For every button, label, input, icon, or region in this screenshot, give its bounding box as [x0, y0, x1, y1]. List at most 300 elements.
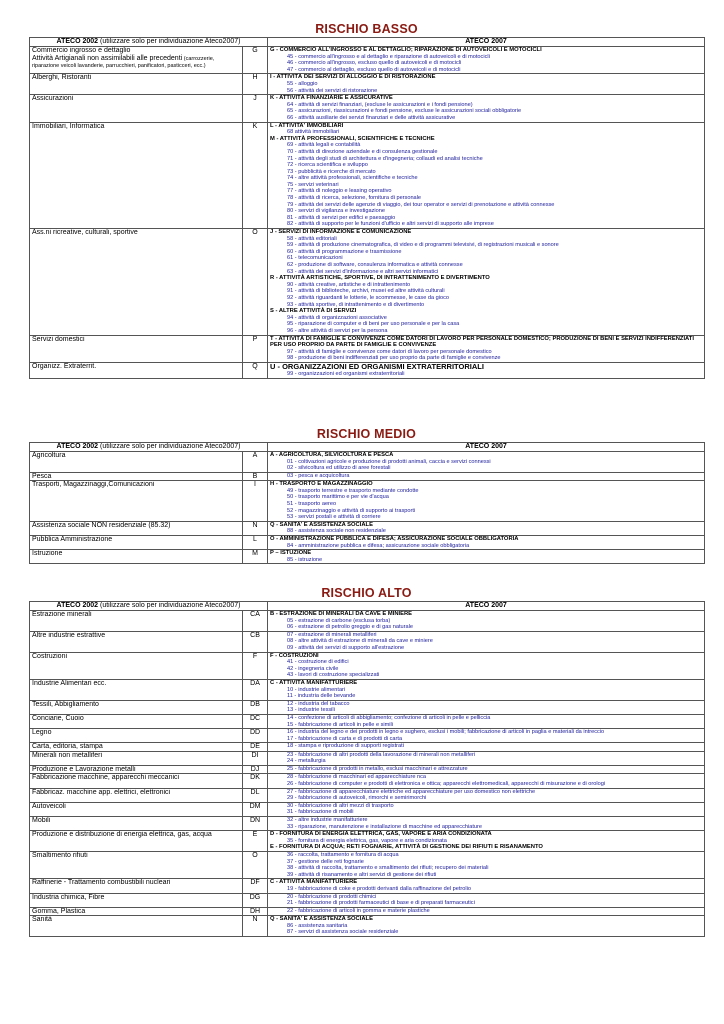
- ateco2007-division: 06 - estrazione di petrolio greggio e di gas naturale: [287, 624, 413, 631]
- table-row: [30, 611, 705, 632]
- ateco2007-cell: [268, 550, 705, 564]
- ateco2002-code: P: [243, 335, 268, 362]
- ateco2007-division: 37 - gestione delle reti fognarie: [287, 858, 364, 865]
- sector-label: Legno: [32, 729, 52, 737]
- ateco2002-code: DA: [243, 679, 268, 700]
- ateco2007-cell: [268, 47, 705, 74]
- ateco2007-division: 68 attività immobiliari: [287, 129, 340, 136]
- sector-label: Assicurazioni: [32, 95, 74, 103]
- sector-cell: [30, 335, 243, 362]
- ateco2007-cell: [268, 852, 705, 879]
- ateco2007-division: 63 - attività dei servizi d'informazione e altri servizi informatici: [287, 268, 439, 275]
- ateco2007-division: 02 - silvicoltura ed utilizzo di aree forestali: [287, 465, 391, 472]
- ateco2007-cell: [268, 335, 705, 362]
- ateco2007-division: 95 - riparazione di computer e di beni per uso personale e per la casa: [287, 321, 460, 328]
- ateco2007-cell: [268, 893, 705, 907]
- sector-label: Estrazione minerali: [32, 611, 92, 618]
- sector-label: Commercio ingrosso e dettaglio: [32, 47, 131, 54]
- ateco2007-division: 69 - attività legali e contabilità: [287, 142, 361, 149]
- sector-cell: [30, 631, 243, 652]
- ateco2002-code: Q: [243, 362, 268, 378]
- ateco2007-section-heading: R - ATTIVITÀ ARTISTICHE, SPORTIVE, DI INTRATTENIMENTO E DIVERTIMENTO: [270, 275, 490, 282]
- ateco2007-cell: [268, 743, 705, 752]
- sector-label: Carta, editoria, stampa: [32, 743, 103, 751]
- ateco2007-cell: [268, 452, 705, 473]
- header-ateco2002: [30, 38, 268, 47]
- ateco2007-division: 09 - attività dei servizi di supporto all'estrazione: [287, 644, 405, 651]
- sector-label: Alberghi, Ristoranti: [32, 74, 92, 82]
- ateco2007-cell: [268, 536, 705, 550]
- sector-label: Mobili: [32, 817, 51, 825]
- ateco2007-division: 61 - telecomunicazioni: [287, 255, 343, 262]
- ateco2002-code: DB: [243, 700, 268, 714]
- header-ateco2002: [30, 602, 268, 611]
- sector-cell: [30, 229, 243, 336]
- section-rischio-alto: [29, 586, 704, 937]
- ateco2007-division: 96 - altre attività di servizi per la persona: [287, 327, 388, 334]
- table-row: [30, 714, 705, 728]
- ateco2007-division: 12 - industria del tabacco: [287, 700, 350, 707]
- ateco2002-code: K: [243, 122, 268, 229]
- header-ateco2007: [268, 602, 705, 611]
- ateco2007-division: 92 - attività riguardanti le lotterie, le scommesse, le case da gioco: [287, 294, 450, 301]
- ateco2007-division: 31 - fabbricazione di mobili: [287, 809, 354, 816]
- table-row: [30, 536, 705, 550]
- sector-cell: [30, 879, 243, 893]
- sector-label: Immobiliari, Informatica: [32, 122, 105, 130]
- header-ateco2002-label: ATECO 2002: [56, 602, 99, 609]
- ateco2007-division: 36 - raccolta, trattamento e fornitura di acqua: [287, 852, 399, 858]
- ateco2007-division: 65 - assicurazioni, riassicurazioni e fondi pensione, escluse le assicurazioni sociali obbligatorie: [287, 108, 522, 115]
- ateco2007-cell: [268, 831, 705, 852]
- sector-label: Pesca: [32, 472, 52, 480]
- table-header-row: [30, 38, 705, 47]
- sector-label: Produzione e distribuzione di energia elettrica, gas, acqua: [32, 831, 212, 839]
- sector-cell: [30, 652, 243, 679]
- ateco2007-section-heading: P – ISTUZIONE: [270, 550, 312, 557]
- table-row: [30, 631, 705, 652]
- ateco2007-division: 73 - pubblicità e ricerche di mercato: [287, 168, 376, 175]
- ateco2007-section-heading: E - FORNITURA DI ACQUA; RETI FOGNARIE, ATTIVITÀ DI GESTIONE DEI RIFIUTI E RISANAMENTO: [270, 844, 543, 851]
- sector-cell: [30, 817, 243, 831]
- ateco2007-section-heading: M - ATTIVITÀ PROFESSIONALI, SCIENTIFICHE E TECNICHE: [270, 135, 435, 142]
- sector-label: Istruzione: [32, 550, 63, 558]
- ateco2007-section-heading: U - ORGANIZZAZIONI ED ORGANISMI EXTRATERRITORIALI: [270, 362, 484, 371]
- ateco2007-cell: [268, 652, 705, 679]
- ateco2007-cell: [268, 74, 705, 95]
- sector-label: Smaltimento rifiuti: [32, 852, 88, 859]
- section-rischio-basso: [29, 22, 704, 379]
- ateco2002-code: CA: [243, 611, 268, 632]
- risk-table: [29, 601, 705, 937]
- header-ateco2007: [268, 443, 705, 452]
- ateco2007-division: 23 - fabbricazione di altri prodotti della lavorazione di minerali non metalliferi: [287, 751, 476, 758]
- table-row: [30, 521, 705, 535]
- ateco2007-cell: [268, 774, 705, 788]
- ateco2007-cell: [268, 765, 705, 774]
- ateco2007-division: 74 - altre attività professionali, scientifiche e tecniche: [287, 175, 418, 182]
- ateco2007-cell: [268, 521, 705, 535]
- header-ateco2002-note: (utilizzare solo per individuazione Ateco2007): [98, 602, 241, 609]
- ateco2007-division: 24 - metallurgia: [287, 758, 326, 765]
- sector-label: Conciarie, Cuoio: [32, 714, 84, 722]
- section-title: RISCHIO MEDIO: [316, 427, 417, 441]
- ateco2002-code: DM: [243, 802, 268, 816]
- table-row: [30, 765, 705, 774]
- sector-label: Raffinerie - Trattamento combustibili nucleari: [32, 879, 171, 887]
- ateco2007-cell: [268, 95, 705, 122]
- sector-cell: [30, 852, 243, 879]
- ateco2002-code: DI: [243, 751, 268, 765]
- ateco2007-division: 59 - attività di produzione cinematografica, di video e di programmi televisivi, di registrazioni musicali e sonore: [287, 242, 559, 249]
- section-rischio-medio: [29, 427, 704, 564]
- ateco2007-cell: [268, 229, 705, 336]
- ateco2007-division: 85 - istruzione: [287, 556, 323, 563]
- table-row: [30, 879, 705, 893]
- table-row: [30, 122, 705, 229]
- ateco2007-division: 08 - altre attività di estrazione di minerali da cave e miniere: [287, 638, 433, 645]
- ateco2007-section-heading: I - ATTIVITÀ DEI SERVIZI DI ALLOGGIO E DI RISTORAZIONE: [270, 74, 436, 81]
- ateco2002-code: O: [243, 852, 268, 879]
- ateco2002-code: DF: [243, 879, 268, 893]
- table-row: [30, 774, 705, 788]
- ateco2007-division: 01 - coltivazioni agricole e produzione di prodotti animali, caccia e servizi connessi: [287, 458, 491, 465]
- ateco2007-division: 71 - attività degli studi di architettura e d'ingegneria; collaudi ed analisi tecniche: [287, 155, 483, 162]
- header-ateco2007: [268, 38, 705, 47]
- table-row: [30, 802, 705, 816]
- sector-cell: [30, 700, 243, 714]
- ateco2007-division: 13 - industrie tessili: [287, 707, 335, 714]
- ateco2007-division: 41 - costruzione di edifici: [287, 659, 349, 666]
- ateco2007-cell: [268, 122, 705, 229]
- ateco2007-division: 39 - attività di risanamento e altri servizi di gestione dei rifiuti: [287, 871, 437, 878]
- ateco2007-division: 33 - riparazione, manutenzione e installazione di macchine ed apparecchiature: [287, 823, 482, 830]
- ateco2007-section-heading: C - ATTIVITÀ MANIFATTURIERE: [270, 879, 358, 886]
- ateco2002-code: N: [243, 521, 268, 535]
- ateco2007-cell: [268, 481, 705, 522]
- ateco2007-division: 38 - attività di raccolta, trattamento e smaltimento dei rifiuti; recupero dei materiali: [287, 865, 489, 872]
- sector-cell: [30, 74, 243, 95]
- sector-cell: [30, 916, 243, 937]
- ateco2007-cell: [268, 916, 705, 937]
- sector-cell: [30, 729, 243, 743]
- sector-label: Tessili, Abbigliamento: [32, 700, 99, 708]
- ateco2007-division: 42 - ingegneria civile: [287, 665, 339, 672]
- risk-table: [29, 442, 705, 564]
- ateco2002-code: B: [243, 472, 268, 481]
- sector-label: Gomma, Plastica: [32, 907, 86, 915]
- ateco2007-division: 16 - industria del legno e dei prodotti in legno e sughero, esclusi i mobili; fabbricazione di articoli in paglia e materiali da intreccio: [287, 729, 605, 736]
- ateco2007-section-heading: J - SERVIZI DI INFORMAZIONE E COMUNICAZIONE: [270, 229, 412, 236]
- ateco2007-division: 70 - attività di direzione aziendale e di consulenza gestionale: [287, 148, 438, 155]
- sector-label: Altre industrie estrattive: [32, 631, 106, 639]
- ateco2007-division: 22 - fabbricazione di articoli in gomma e materie plastiche: [287, 907, 430, 914]
- ateco2007-division: 10 - industrie alimentari: [287, 686, 346, 693]
- sector-label: Minerali non metalliferi: [32, 751, 103, 759]
- ateco2007-cell: [268, 879, 705, 893]
- ateco2007-division: 49 - trasporto terrestre e trasporto mediante condotte: [287, 487, 419, 494]
- table-row: [30, 817, 705, 831]
- table-row: [30, 679, 705, 700]
- ateco2002-code: DH: [243, 907, 268, 916]
- sector-cell: [30, 122, 243, 229]
- header-ateco2002-note: (utilizzare solo per individuazione Ateco2007): [98, 443, 241, 450]
- ateco2007-section-heading: H - TRASPORTO E MAGAZZINAGGIO: [270, 481, 373, 488]
- section-title: RISCHIO BASSO: [315, 22, 418, 36]
- sector-label: Trasporti, Magazzinaggi,Comunicazioni: [32, 481, 155, 489]
- table-row: [30, 743, 705, 752]
- ateco2007-division: 45 - commercio all'ingrosso e al dettaglio e riparazione di autoveicoli e di motocicli: [287, 53, 490, 60]
- sector-cell: [30, 521, 243, 535]
- sector-label: Agricoltura: [32, 452, 66, 459]
- ateco2007-division: 11 - industria delle bevande: [287, 693, 356, 700]
- sector-cell: [30, 893, 243, 907]
- sector-label: Autoveicoli: [32, 802, 66, 810]
- sector-label: Industrie Alimentari ecc.: [32, 679, 107, 687]
- sector-cell: [30, 802, 243, 816]
- sector-label: Sanità: [32, 916, 52, 924]
- sector-cell: [30, 536, 243, 550]
- ateco2002-code: CB: [243, 631, 268, 652]
- ateco2007-division: 47 - commercio al dettaglio, escluso quello di autoveicoli e di motocicli: [287, 66, 461, 73]
- ateco2007-division: 53 - servizi postali e attività di corriere: [287, 514, 381, 521]
- ateco2002-code: DG: [243, 893, 268, 907]
- header-ateco2002-note: (utilizzare solo per individuazione Ateco2007): [98, 38, 241, 45]
- ateco2007-section-heading: G - COMMERCIO ALL'INGROSSO E AL DETTAGLIO; RIPARAZIONE DI AUTOVEICOLI E MOTOCICLI: [270, 47, 542, 53]
- sector-cell: [30, 47, 243, 74]
- ateco2007-division: 86 - assistenza sanitaria: [287, 922, 348, 929]
- sector-label: Organizz. Extraterrit.: [32, 362, 97, 370]
- table-row: [30, 452, 705, 473]
- sector-label: Ass.ni ricreative, culturali, sportive: [32, 229, 138, 237]
- sector-label-secondary-text: Attività Artigianali non assimilabili alle precedenti: [32, 54, 183, 62]
- header-ateco2002-label: ATECO 2002: [56, 443, 99, 450]
- header-ateco2002: [30, 443, 268, 452]
- sector-label: Servizi domestici: [32, 335, 85, 343]
- ateco2007-section-heading: B - ESTRAZIONE DI MINERALI DA CAVE E MINIERE: [270, 611, 413, 617]
- ateco2007-division: 18 - stampa e riproduzione di supporti registrati: [287, 743, 404, 750]
- header-ateco2007-label: ATECO 2007: [465, 38, 507, 45]
- ateco2007-section-heading: O - AMMINISTRAZIONE PUBBLICA E DIFESA; ASSICURAZIONE SOCIALE OBBLIGATORIA: [270, 536, 519, 543]
- sector-cell: [30, 743, 243, 752]
- ateco2002-code: DD: [243, 729, 268, 743]
- ateco2007-division: 03 - pesca e acquicoltura: [287, 472, 350, 479]
- ateco2007-division: 81 - attività di servizi per edifici e paesaggio: [287, 214, 396, 221]
- sector-cell: [30, 907, 243, 916]
- ateco2007-section-heading: T - ATTIVITÀ DI FAMIGLIE E CONVIVENZE COME DATORI DI LAVORO PER PERSONALE DOMESTICO; PRODUZIONE DI BENI E SERVIZI INDIFFERENZIATI PER USO PROPRIO DA PARTE DI FAMIGLIE E CONVIVENZE: [270, 335, 694, 349]
- ateco2007-division: 94 - attività di organizzazioni associative: [287, 314, 387, 321]
- ateco2007-section-heading: C - ATTIVITÀ MANIFATTURIERE: [270, 679, 358, 686]
- ateco2007-division: 90 - attività creative, artistiche e di intrattenimento: [287, 281, 411, 288]
- table-header-row: [30, 602, 705, 611]
- ateco2007-cell: [268, 362, 705, 378]
- ateco2007-division: 64 - attività di servizi finanziari, (escluse le assicurazioni e i fondi pensione): [287, 101, 473, 108]
- sector-label: Assistenza sociale NON residenziale (85.32): [32, 521, 171, 529]
- sector-cell: [30, 611, 243, 632]
- ateco2007-division: 72 - ricerca scientifica e sviluppo: [287, 162, 368, 169]
- table-row: [30, 751, 705, 765]
- ateco2007-division: 26 - fabbricazione di computer e prodotti di elettronica e ottica; apparecchi elettromedicali, apparecchi di misurazione e di orologi: [287, 781, 606, 788]
- sector-cell: [30, 765, 243, 774]
- sector-label: Pubblica Amministrazione: [32, 536, 113, 544]
- ateco2007-section-heading: Q - SANITA' E ASSISTENZA SOCIALE: [270, 521, 373, 528]
- ateco2007-division: 91 - attività di biblioteche, archivi, musei ed altre attività culturali: [287, 288, 445, 295]
- ateco2007-division: 79 - attività dei servizi delle agenzie di viaggio, dei tour operator e servizi di prenotazione e attività connesse: [287, 201, 555, 208]
- ateco2007-division: 84 - amministrazione pubblica e difesa; assicurazione sociale obbligatoria: [287, 542, 470, 549]
- ateco2007-division: 19 - fabbricazione di coke e prodotti derivanti dalla raffinazione del petrolio: [287, 885, 471, 892]
- table-header-row: [30, 443, 705, 452]
- header-ateco2007-label: ATECO 2007: [465, 602, 507, 609]
- table-row: [30, 362, 705, 378]
- ateco2007-division: 93 - attività sportive, di intrattenimento e di divertimento: [287, 301, 425, 308]
- ateco2007-division: 78 - attività di ricerca, selezione, fornitura di personale: [287, 195, 422, 202]
- ateco2007-cell: [268, 611, 705, 632]
- ateco2007-division: 51 - trasporto aereo: [287, 501, 337, 508]
- ateco2007-cell: [268, 907, 705, 916]
- ateco2007-division: 82 - attività di supporto per le funzioni d'ufficio e altri servizi di supporto alle imprese: [287, 221, 494, 228]
- ateco2007-division: 58 - attività editoriali: [287, 235, 337, 242]
- ateco2007-division: 07 - estrazione di minerali metalliferi: [287, 631, 377, 638]
- ateco2007-division: 50 - trasporto marittimo e per vie d'acqua: [287, 494, 389, 501]
- ateco2002-code: DK: [243, 774, 268, 788]
- ateco2002-code: J: [243, 95, 268, 122]
- ateco2007-division: 17 - fabbricazione di carta e di prodotti di carta: [287, 735, 403, 742]
- ateco2007-division: 35 - fornitura di energia elettrica, gas, vapore e aria condizionata: [287, 837, 447, 844]
- ateco2007-division: 43 - lavori di costruzione specializzati: [287, 672, 380, 679]
- sector-note: (carrozzerie, riparazione veicoli lavanderie, parrucchieri, panificatori, pasticceri, ecc.): [32, 55, 215, 69]
- sector-cell: [30, 714, 243, 728]
- ateco2007-section-heading: A - AGRICOLTURA, SILVICOLTURA E PESCA: [270, 452, 394, 458]
- sector-cell: [30, 550, 243, 564]
- ateco2002-code: A: [243, 452, 268, 473]
- sector-cell: [30, 751, 243, 765]
- ateco2002-code: DE: [243, 743, 268, 752]
- sector-cell: [30, 95, 243, 122]
- table-row: [30, 472, 705, 481]
- sector-label: Fabbricazione macchine, apparecchi meccanici: [32, 774, 180, 782]
- ateco2002-code: DN: [243, 817, 268, 831]
- ateco2002-code: G: [243, 47, 268, 74]
- ateco2007-division: 77 - attività di noleggio e leasing operativo: [287, 188, 392, 195]
- table-row: [30, 481, 705, 522]
- ateco2007-cell: [268, 802, 705, 816]
- ateco2002-code: I: [243, 481, 268, 522]
- sector-cell: [30, 831, 243, 852]
- header-ateco2007-label: ATECO 2007: [465, 443, 507, 450]
- ateco2007-division: 56 - attività dei servizi di ristorazione: [287, 87, 378, 94]
- ateco2002-code: H: [243, 74, 268, 95]
- ateco2002-code: DL: [243, 788, 268, 802]
- ateco2002-code: F: [243, 652, 268, 679]
- ateco2002-code: O: [243, 229, 268, 336]
- ateco2007-section-heading: K - ATTIVITÀ FINANZIARIE E ASSICURATIVE: [270, 95, 393, 102]
- ateco2007-division: 27 - fabbricazione di apparecchiature elettriche ed apparecchiature per uso domestico non elettriche: [287, 788, 536, 795]
- ateco2007-division: 25 - fabbricazione di prodotti in metallo, esclusi macchinari e attrezzature: [287, 765, 468, 772]
- header-ateco2002-label: ATECO 2002: [56, 38, 99, 45]
- sector-label: Industria chimica, Fibre: [32, 893, 105, 901]
- table-row: [30, 788, 705, 802]
- ateco2007-division: 14 - confezione di articoli di abbigliamento; confezione di articoli in pelle e pelliccia: [287, 714, 491, 721]
- table-row: [30, 95, 705, 122]
- ateco2002-code: E: [243, 831, 268, 852]
- ateco2007-cell: [268, 817, 705, 831]
- table-row: [30, 229, 705, 336]
- ateco2002-code: M: [243, 550, 268, 564]
- section-title: RISCHIO ALTO: [321, 586, 412, 600]
- ateco2007-cell: [268, 788, 705, 802]
- ateco2007-division: 20 - fabbricazione di prodotti chimici: [287, 893, 377, 900]
- ateco2007-division: 30 - fabbricazione di altri mezzi di trasporto: [287, 802, 394, 809]
- ateco2007-cell: [268, 700, 705, 714]
- ateco2007-division: 97 - attività di famiglie e convivenze come datori di lavoro per personale domestico: [287, 348, 492, 355]
- ateco2007-division: 66 - attività ausiliarie dei servizi finanziari e delle attività assicurative: [287, 114, 456, 121]
- table-row: [30, 916, 705, 937]
- ateco2002-code: DC: [243, 714, 268, 728]
- ateco2007-division: 60 - attività di programmazione e trasmissione: [287, 248, 402, 255]
- ateco2007-division: 62 - produzione di software, consulenza informatica e attività connesse: [287, 262, 463, 268]
- sector-label: Produzione e Lavorazione metalli: [32, 765, 136, 773]
- ateco2007-section-heading: D - FORNITURA DI ENERGIA ELETTRICA, GAS, VAPORE E ARIA CONDIZIONATA: [270, 831, 492, 838]
- ateco2007-division: 75 - servizi veterinari: [287, 181, 339, 188]
- sector-label: Costruzioni: [32, 652, 68, 660]
- ateco2007-cell: [268, 751, 705, 765]
- sector-cell: [30, 788, 243, 802]
- ateco2007-section-heading: F - COSTRUZIONI: [270, 652, 319, 659]
- sector-cell: [30, 679, 243, 700]
- ateco2007-section-heading: S - ALTRE ATTIVITÀ DI SERVIZI: [270, 308, 357, 315]
- table-row: [30, 74, 705, 95]
- table-row: [30, 729, 705, 743]
- ateco2007-division: 46 - commercio all'ingrosso, escluso quello di autoveicoli e di motocicli: [287, 60, 462, 67]
- ateco2007-cell: [268, 631, 705, 652]
- ateco2007-cell: [268, 472, 705, 481]
- ateco2007-cell: [268, 729, 705, 743]
- ateco2002-code: N: [243, 916, 268, 937]
- ateco2007-division: 52 - magazzinaggio e attività di supporto ai trasporti: [287, 507, 416, 514]
- sector-cell: [30, 362, 243, 378]
- table-row: [30, 852, 705, 879]
- sector-cell: [30, 452, 243, 473]
- ateco2007-division: 28 - fabbricazione di macchinari ed apparecchiature nca: [287, 774, 427, 781]
- ateco2007-division: 80 - servizi di vigilanza e investigazione: [287, 208, 385, 215]
- table-row: [30, 47, 705, 74]
- ateco2007-division: 29 - fabbricazione di autoveicoli, rimorchi e semirimorchi: [287, 795, 427, 802]
- ateco2007-division: 88 - assistenza sociale non residenziale: [287, 528, 386, 535]
- ateco2007-division: 99 - organizzazioni ed organismi extraterritoriali: [287, 370, 405, 377]
- sector-cell: [30, 774, 243, 788]
- ateco2007-cell: [268, 679, 705, 700]
- table-row: [30, 831, 705, 852]
- ateco2007-division: 21 - fabbricazione di prodotti farmaceutici di base e di preparati farmaceutici: [287, 900, 475, 907]
- ateco2002-code: L: [243, 536, 268, 550]
- sector-label-secondary: [32, 55, 240, 70]
- table-row: [30, 550, 705, 564]
- ateco2007-cell: [268, 714, 705, 728]
- ateco2007-division: 55 - alloggio: [287, 80, 318, 87]
- table-row: [30, 700, 705, 714]
- ateco2007-division: 98 - produzione di beni indifferenziati per uso proprio da parte di famiglie e convivenze: [287, 355, 501, 362]
- risk-table: [29, 37, 705, 379]
- sector-label: Fabbricaz. macchine app. elettrici, elettronici: [32, 788, 171, 796]
- sector-cell: [30, 481, 243, 522]
- ateco2007-division: 87 - servizi di assistenza sociale residenziale: [287, 929, 399, 936]
- table-row: [30, 335, 705, 362]
- ateco2007-division: 15 - fabbricazione di articoli in pelle e simili: [287, 721, 394, 728]
- sector-cell: [30, 472, 243, 481]
- table-row: [30, 652, 705, 679]
- ateco2007-division: 05 - estrazione di carbone (esclusa torba): [287, 617, 391, 624]
- ateco2007-section-heading: L - ATTIVITA' IMMOBILIARI: [270, 122, 344, 129]
